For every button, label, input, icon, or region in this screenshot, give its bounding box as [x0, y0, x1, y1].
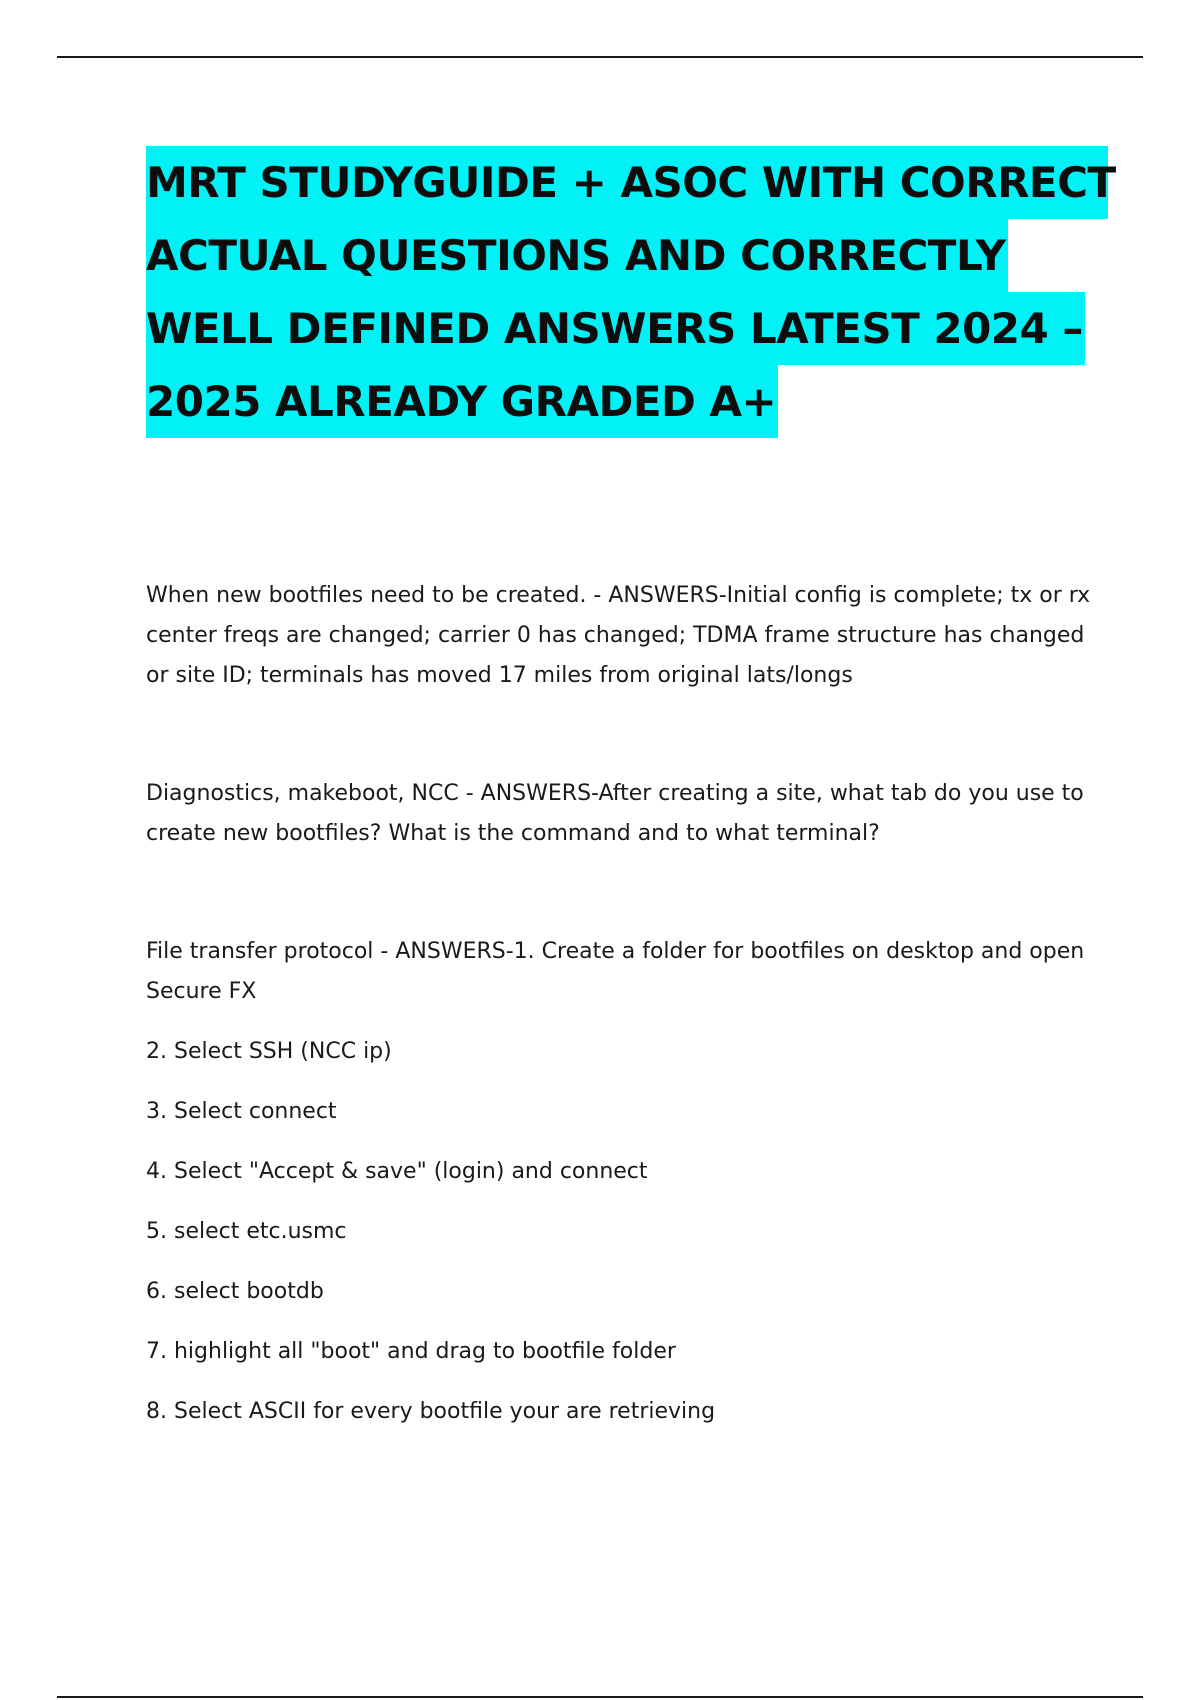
- step-item: 6. select bootdb: [146, 1279, 324, 1304]
- step-item: 3. Select connect: [146, 1099, 337, 1124]
- title-line: WELL DEFINED ANSWERS LATEST 2024 –: [146, 292, 1085, 365]
- bottom-rule: [57, 1696, 1143, 1698]
- step-item: 8. Select ASCII for every bootfile your are retrieving: [146, 1399, 716, 1424]
- title-line: MRT STUDYGUIDE + ASOC WITH CORRECT: [146, 146, 1108, 219]
- title-line: 2025 ALREADY GRADED A+: [146, 365, 778, 438]
- step-item: 7. highlight all "boot" and drag to bootfile folder: [146, 1339, 676, 1364]
- top-rule: [57, 56, 1143, 58]
- step-item: 2. Select SSH (NCC ip): [146, 1039, 392, 1064]
- qa-entry-file-transfer: File transfer protocol - ANSWERS-1. Create a folder for bootfiles on desktop and open Secure FX: [146, 939, 1085, 1004]
- title-line: ACTUAL QUESTIONS AND CORRECTLY: [146, 219, 1008, 292]
- qa-entry-bootfiles-created: When new bootfiles need to be created. - ANSWERS-Initial config is complete; tx or rx center freqs are changed; carrier 0 has changed; TDMA frame structure has changed or site ID; terminals has moved 17 miles from original lats/longs: [146, 583, 1091, 688]
- step-item: 5. select etc.usmc: [146, 1219, 347, 1244]
- document-body: [146, 576, 1096, 1432]
- step-item: 4. Select "Accept & save" (login) and connect: [146, 1159, 648, 1184]
- document-title: [146, 146, 1116, 438]
- qa-entry-makeboot: Diagnostics, makeboot, NCC - ANSWERS-After creating a site, what tab do you use to create new bootfiles? What is the command and to what terminal?: [146, 781, 1084, 846]
- step-list: [146, 1032, 1096, 1432]
